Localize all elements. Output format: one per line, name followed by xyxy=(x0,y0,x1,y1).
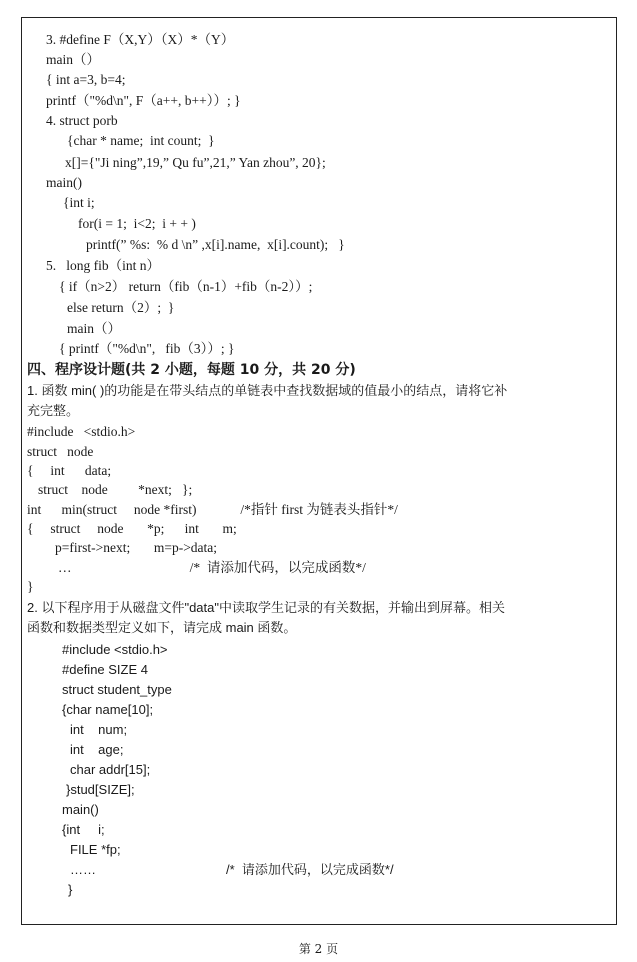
code-line: #include <stdio.h> xyxy=(27,424,136,439)
question-text: 1. 函数 min( )的功能是在带头结点的单链表中查找数据域的值最小的结点，请将它补 xyxy=(27,383,508,398)
text-line: { if（n>2） return（fib（n-1）+fib（n-2））; xyxy=(59,279,313,294)
page-number: 第 2 页 xyxy=(298,942,339,956)
text-line: {char * name; int count; } xyxy=(67,133,215,148)
code-line: struct node xyxy=(27,444,94,459)
code-line: int age; xyxy=(70,742,124,757)
code-line: int min(struct node *first) /*指针 first 为链表头指针*/ xyxy=(27,502,398,517)
text-line: else return（2）; } xyxy=(67,300,175,315)
code-line: int num; xyxy=(70,722,128,737)
code-line: char addr[15]; xyxy=(70,762,151,777)
text-line: main() xyxy=(46,175,82,190)
question-text: 函数和数据类型定义如下，请完成 main 函数。 xyxy=(27,620,297,635)
code-line: FILE *fp; xyxy=(70,842,121,857)
text-line: { int a=3, b=4; xyxy=(46,72,126,87)
code-line: main() xyxy=(62,802,99,817)
code-line: #define SIZE 4 xyxy=(62,662,148,677)
text-line: { printf（"%d\n", fib（3））; } xyxy=(59,341,235,356)
code-line: { int data; xyxy=(27,463,112,478)
text-line: main（） xyxy=(67,321,121,336)
code-line: {char name[10]; xyxy=(62,702,154,717)
text-line: main（） xyxy=(46,52,100,67)
question-text: 充完整。 xyxy=(27,403,80,418)
text-line: printf(” %s: % d \n” ,x[i].name, x[i].count); } xyxy=(86,237,345,252)
code-line: …… /* 请添加代码，以完成函数*/ xyxy=(70,862,394,877)
section-heading: 四、程序设计题(共 2 小题，每题 10 分，共 20 分) xyxy=(27,362,356,378)
text-line: {int i; xyxy=(63,195,95,210)
code-line: } xyxy=(68,882,73,897)
code-line: #include <stdio.h> xyxy=(62,642,168,657)
text-line: x[]={"Ji ning”,19,” Qu fu”,21,” Yan zhou”, 20}; xyxy=(65,155,326,170)
text-line: for(i = 1; i<2; i + + ) xyxy=(78,216,196,231)
code-line: … /* 请添加代码，以完成函数*/ xyxy=(58,560,366,575)
text-line: 5. long fib（int n） xyxy=(46,258,160,273)
code-line: struct student_type xyxy=(62,682,172,697)
code-line: } xyxy=(27,579,34,594)
code-line: { struct node *p; int m; xyxy=(27,521,237,536)
text-line: printf（"%d\n", F（a++, b++））; } xyxy=(46,93,241,108)
text-line: 3. #define F（X,Y）（X）*（Y） xyxy=(46,32,235,47)
code-line: struct node *next; }; xyxy=(38,482,193,497)
question-text: 2. 以下程序用于从磁盘文件"data"中读取学生记录的有关数据，并输出到屏幕。相关 xyxy=(27,600,505,615)
code-line: {int i; xyxy=(62,822,105,837)
code-line: }stud[SIZE]; xyxy=(66,782,135,797)
code-line: p=first->next; m=p->data; xyxy=(55,540,218,555)
text-line: 4. struct porb xyxy=(46,113,118,128)
